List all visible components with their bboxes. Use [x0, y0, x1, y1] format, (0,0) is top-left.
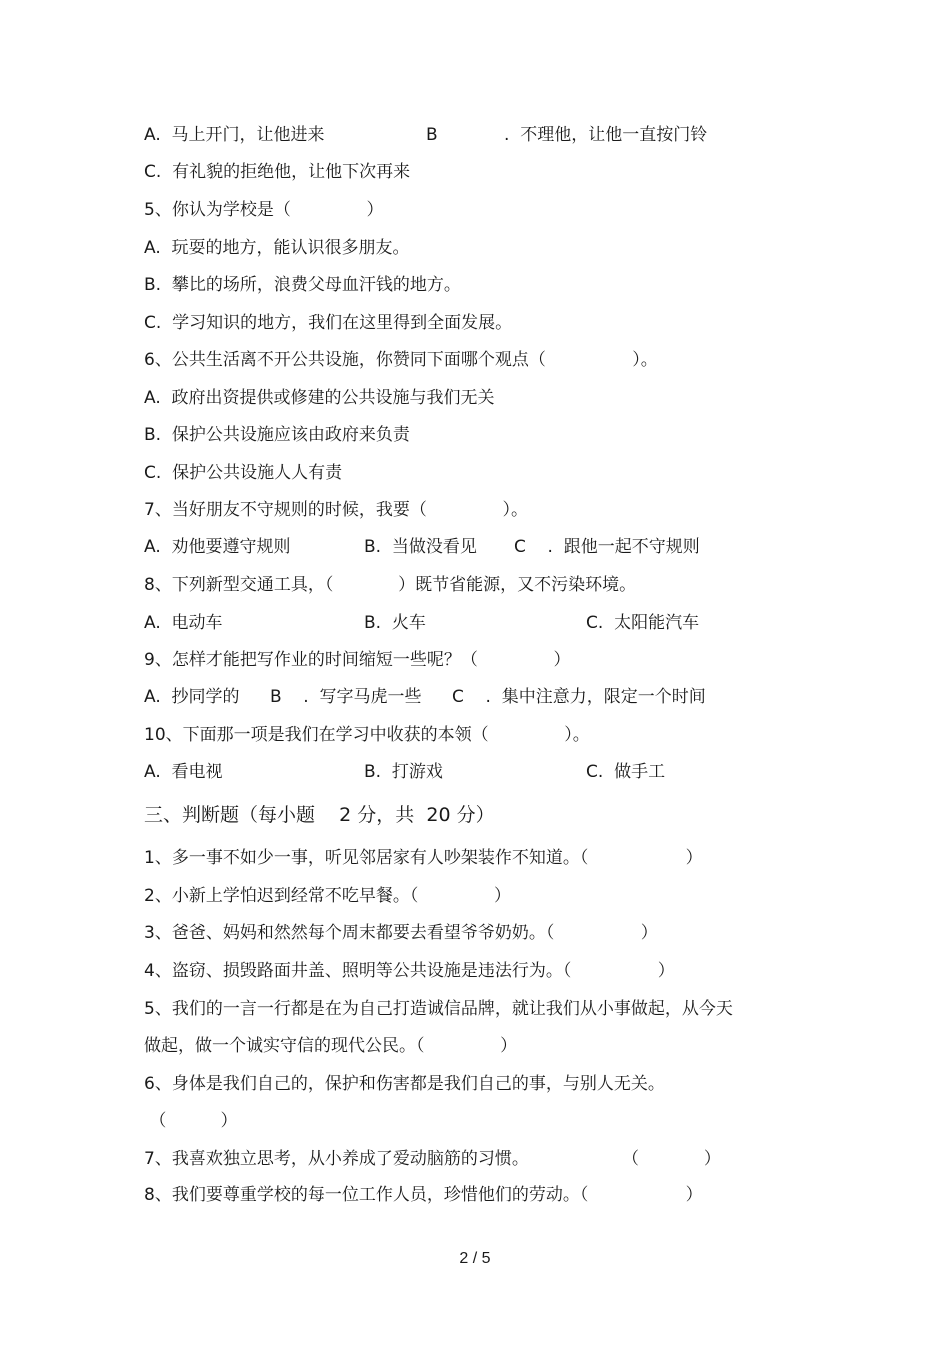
q5-option-b: B. 攀比的场所，浪费父母血汗钱的地方。: [144, 275, 461, 295]
page-number: 2 / 5: [459, 1250, 491, 1267]
q10-option-a: A. 看电视: [144, 762, 223, 782]
q8-options: [144, 612, 844, 634]
q10-options: [144, 761, 844, 783]
q10-option-b: B. 打游戏: [364, 762, 443, 782]
q10-stem: 10、下面那一项是我们在学习中收获的本领（ ）。: [144, 725, 590, 745]
section-3-title: 三、判断题（每小题 2 分，共 20 分）: [144, 804, 495, 826]
judgment-item-7-text: 7、我喜欢独立思考，从小养成了爱动脑筋的习惯。: [144, 1149, 529, 1169]
judgment-item-2: 2、小新上学怕迟到经常不吃早餐。（ ）: [144, 886, 511, 906]
q5-option-a: A. 玩耍的地方，能认识很多朋友。: [144, 238, 410, 258]
q6-option-a: A. 政府出资提供或修建的公共设施与我们无关: [144, 388, 495, 408]
q10-option-c: C. 做手工: [586, 762, 666, 782]
q4-option-row-ab: [144, 124, 844, 146]
q4-option-c: C. 有礼貌的拒绝他，让他下次再来: [144, 162, 411, 182]
q8-option-b: B. 火车: [364, 613, 426, 633]
q6-stem: 6、公共生活离不开公共设施，你赞同下面哪个观点（ ）。: [144, 350, 658, 370]
judgment-item-5-line-2: 做起，做一个诚实守信的现代公民。（ ）: [144, 1036, 518, 1056]
q5-stem: 5、你认为学校是（ ）: [144, 200, 384, 220]
judgment-item-7: [144, 1148, 844, 1170]
q6-option-b: B. 保护公共设施应该由政府来负责: [144, 425, 410, 445]
q8-stem: 8、下列新型交通工具，（ ）既节省能源，又不污染环境。: [144, 575, 637, 595]
q9-option-c: C . 集中注意力，限定一个时间: [452, 687, 706, 707]
q7-option-c: C . 跟他一起不守规则: [514, 537, 700, 557]
judgment-item-7-blank: （ ）: [622, 1149, 721, 1169]
q4-option-b-letter: B: [426, 125, 438, 145]
judgment-item-5-line-1: 5、我们的一言一行都是在为自己打造诚信品牌，就让我们从小事做起，从今天: [144, 999, 733, 1019]
judgment-item-4: 4、盗窃、损毁路面井盖、照明等公共设施是违法行为。（ ）: [144, 961, 675, 981]
judgment-item-1: 1、多一事不如少一事，听见邻居家有人吵架装作不知道。（ ）: [144, 848, 703, 868]
q4-option-a: A. 马上开门，让他进来: [144, 125, 325, 145]
q5-option-c: C. 学习知识的地方，我们在这里得到全面发展。: [144, 313, 513, 333]
q8-option-a: A. 电动车: [144, 613, 223, 633]
judgment-item-3: 3、爸爸、妈妈和然然每个周末都要去看望爷爷奶奶。（ ）: [144, 923, 658, 943]
q7-options: [144, 536, 844, 558]
q9-options: [144, 686, 844, 708]
q9-option-b: B . 写字马虎一些: [270, 687, 422, 707]
q7-stem: 7、当好朋友不守规则的时候，我要（ ）。: [144, 500, 528, 520]
judgment-item-6-line-1: 6、身体是我们自己的，保护和伤害都是我们自己的事，与别人无关。: [144, 1074, 665, 1094]
q6-option-c: C. 保护公共设施人人有责: [144, 463, 343, 483]
q9-option-a: A. 抄同学的: [144, 687, 240, 707]
q7-option-a: A. 劝他要遵守规则: [144, 537, 291, 557]
q7-option-b: B. 当做没看见: [364, 537, 477, 557]
q4-option-b-text: . 不理他，让他一直按门铃: [504, 125, 708, 145]
judgment-item-8: 8、我们要尊重学校的每一位工作人员，珍惜他们的劳动。（ ）: [144, 1185, 703, 1205]
q9-stem: 9、怎样才能把写作业的时间缩短一些呢？（ ）: [144, 650, 571, 670]
judgment-item-6-line-2: （ ）: [144, 1111, 238, 1131]
q8-option-c: C. 太阳能汽车: [586, 613, 700, 633]
